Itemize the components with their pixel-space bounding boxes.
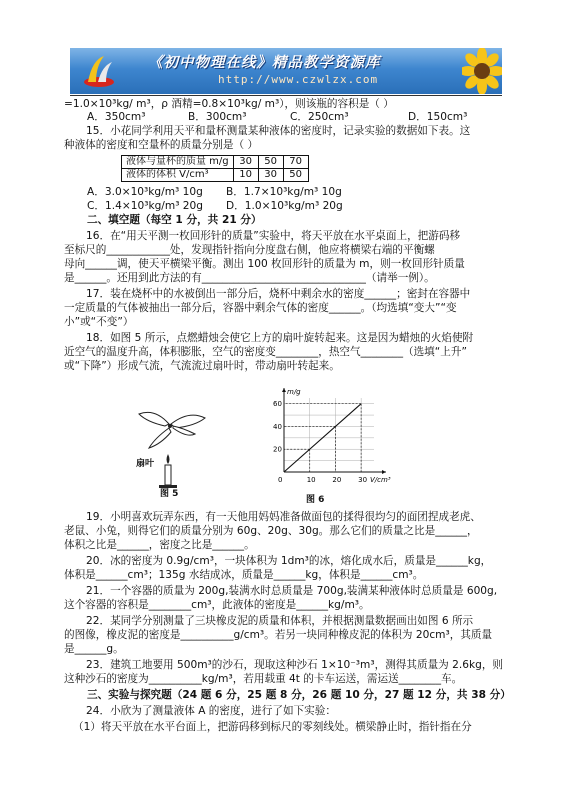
table-cell: 50 (283, 169, 308, 182)
figure-5-candle-fan (125, 404, 215, 494)
text-line: 22．某同学分别测量了三块橡皮泥的质量和体积，并根据测量数据画出如图 6 所示 (86, 615, 474, 627)
header-rule (70, 95, 502, 96)
table-row-label: 液体的体积 V/cm³ (122, 169, 234, 182)
text-line: A．350cm³ (87, 111, 146, 123)
table-row (122, 156, 309, 169)
text-line: C．250cm³ (290, 111, 349, 123)
text-line: 这种沙石的密度为__________kg/m³，若用载重 4t 的卡车运送，需运送________车。 (64, 673, 463, 685)
text-line: 19．小明喜欢玩弄东西，有一天他用妈妈准备做面包的揉得很均匀的面团捏成老虎、 (86, 511, 481, 523)
figure-6-chart (262, 388, 392, 498)
text-line: 这个容器的容积是________cm³，此液体的密度是______kg/m³。 (64, 599, 370, 611)
table-cell: 50 (258, 156, 283, 169)
text-line: B．1.7×10³kg/m³ 10g (226, 186, 342, 198)
text-line: 一定质量的气体被抽出一部分后，容器中剩余气体的密度______。（均选填“变大”“变 (64, 302, 457, 314)
text-line: 16．在“用天平测一枚回形针的质量”实验中，将天平放在水平桌面上，把游码移 (86, 230, 461, 242)
text-line: =1.0×10³kg/ m³，ρ 酒精=0.8×10³kg/ m³），则该瓶的容积是（ ） (64, 98, 394, 110)
text-line: 20．冰的密度为 0.9g/cm³，一块体积为 1dm³的冰，熔化成水后，质量是______kg， (86, 555, 492, 567)
text-line: 18．如图 5 所示，点燃蜡烛会使它上方的扇叶旋转起来。这是因为蜡烛的火焰使附 (86, 332, 474, 344)
text-line: 或“下降”）形成气流，气流流过扇叶时，带动扇叶转起来。 (64, 360, 340, 372)
text-line: 近空气的温度升高，体积膨胀，空气的密度变________，热空气________（选填“上升” (64, 346, 467, 358)
text-line: 种液体的密度和空量杯的质量分别是（ ） (64, 139, 259, 151)
sunflower-icon (462, 48, 502, 94)
text-line: 21．一个容器的质量为 200g,装满水时总质量是 700g,装满某种液体时总质量是 600g, (86, 585, 498, 597)
table-row-label: 液体与量杯的质量 m/g (122, 156, 234, 169)
text-line: （1）将天平放在水平台面上，把游码移到标尺的零刻线处。横梁静止时，指针指在分 (73, 721, 472, 733)
text-line: 母向______调，使天平横梁平衡。测出 100 枚回形针的质量为 m，则一枚回形针质量 (64, 258, 465, 270)
q15-data-table (121, 155, 309, 182)
x-tick-label: 0 (278, 476, 283, 484)
text-line: 24．小欣为了测量液体 A 的密度，进行了如下实验： (86, 705, 336, 717)
banner-url: http://www.czwlzx.com (218, 73, 379, 86)
table-cell: 30 (233, 156, 258, 169)
table-cell: 10 (233, 169, 258, 182)
text-line: 23．建筑工地要用 500m³的沙石，现取这种沙石 1×10⁻³m³，测得其质量为 2.6kg，则 (86, 659, 504, 671)
figure-6-caption: 图 6 (306, 495, 325, 505)
fan-label: 扇叶 (136, 459, 155, 469)
table-cell: 70 (283, 156, 308, 169)
text-line: D．1.0×10³kg/m³ 20g (226, 200, 343, 212)
fan-blades-icon (139, 412, 205, 448)
text-line: 是______g。 (64, 643, 124, 655)
header-banner (70, 48, 502, 94)
y-tick-label: 20 (273, 445, 282, 454)
text-line: 的图像，橡皮泥的密度是__________g/cm³。若另一块同种橡皮泥的体积为 20cm³，其质量 (64, 629, 493, 641)
x-tick-label: 30 (358, 476, 368, 484)
x-tick-label: 10 (306, 476, 316, 484)
text-line: 二、填空题（每空 1 分，共 21 分） (87, 214, 262, 226)
text-line: 15．小花同学利用天平和量杯测量某种液体的密度时，记录实验的数据如下表。这 (86, 125, 471, 137)
figure-5-caption: 图 5 (160, 489, 179, 499)
candle-icon (159, 454, 177, 488)
text-line: D．150cm³ (408, 111, 468, 123)
text-line: 是______。还用到此方法的有_______________________________（请举一例）。 (64, 272, 435, 284)
x-axis-label: V/cm³ (370, 476, 391, 484)
text-line: B．300cm³ (188, 111, 247, 123)
y-axis-label: m/g (287, 388, 301, 396)
text-line: 体积之比是______，密度之比是______。 (64, 539, 255, 551)
text-line: 小”或“不变”） (64, 316, 134, 328)
y-axis-arrow-icon (282, 388, 286, 392)
table-row (122, 169, 309, 182)
text-line: 老鼠、小兔，则得它们的质量分别为 60g、20g、30g。那么它们的质量之比是______， (64, 525, 478, 537)
text-line: 17．装在烧杯中的水被倒出一部分后，烧杯中剩余水的密度______；密封在容器中 (86, 288, 471, 300)
y-tick-label: 40 (273, 422, 282, 431)
text-line: 三、实验与探究题（24 题 6 分，25 题 8 分，26 题 10 分，27 题 12 分，共 38 分） (87, 689, 511, 701)
table-cell: 30 (258, 169, 283, 182)
x-tick-label: 20 (332, 476, 342, 484)
y-tick-label: 60 (273, 400, 282, 409)
site-logo-icon (82, 52, 116, 88)
banner-title: 《初中物理在线》精品教学资源库 (148, 54, 381, 71)
text-line: 体积是______cm³；135g 水结成冰，质量是______kg，体积是______cm³。 (64, 569, 424, 581)
text-line: A．3.0×10³kg/m³ 10g (87, 186, 203, 198)
text-line: 至标尺的____________处，发现指针指向分度盘右侧，他应将横梁右端的平衡螺 (64, 244, 435, 256)
x-axis-arrow-icon (382, 470, 386, 474)
text-line: C．1.4×10³kg/m³ 20g (87, 200, 204, 212)
